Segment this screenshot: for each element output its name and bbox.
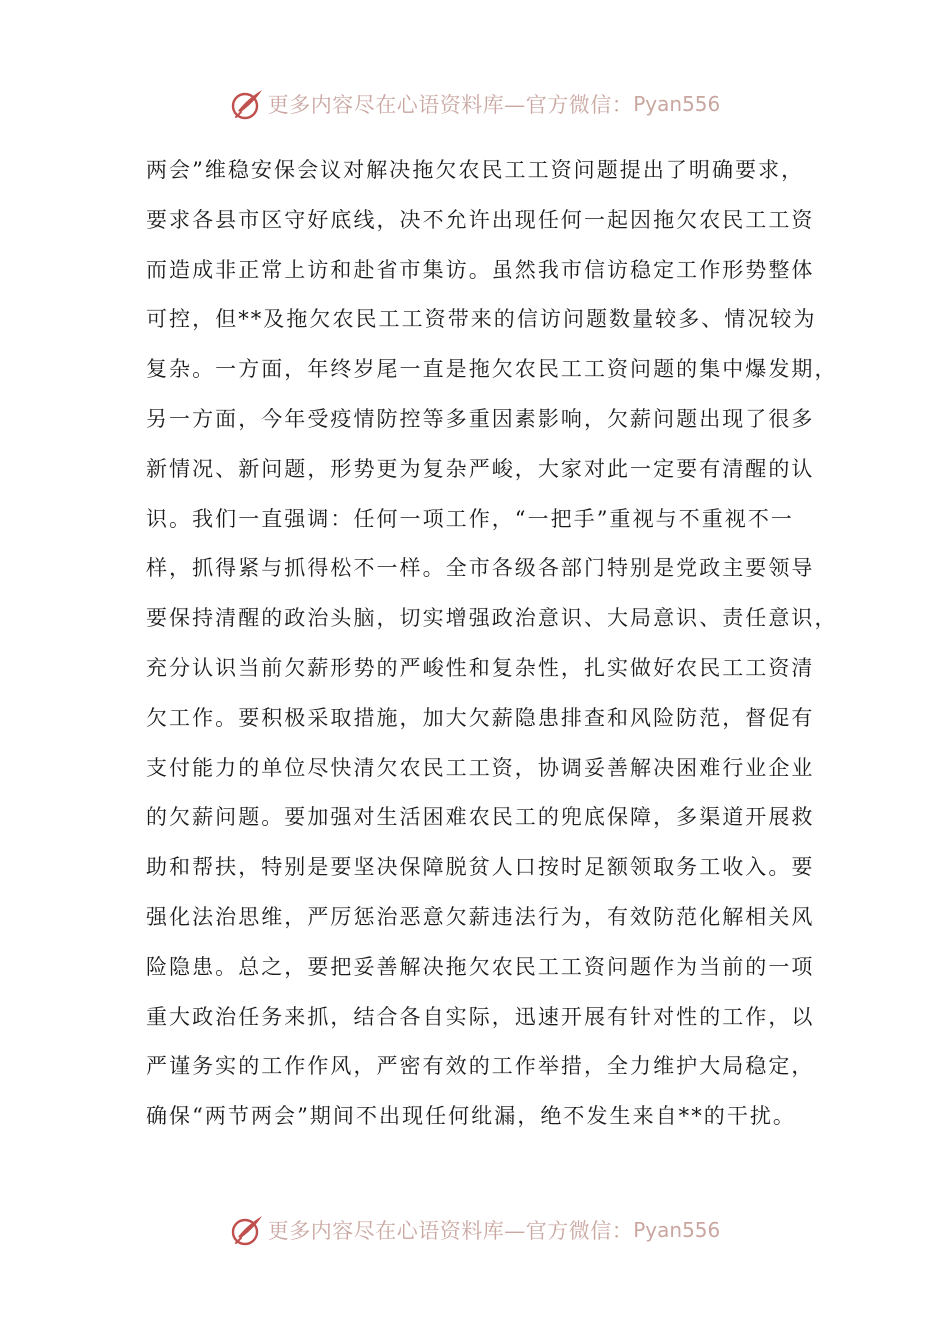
body-line: 重大政治任务来抓，结合各自实际，迅速开展有针对性的工作，以 [146,1004,815,1029]
footer-banner [0,1210,950,1250]
quill-logo-icon [230,1213,264,1247]
body-line: 充分认识当前欠薪形势的严峻性和复杂性，扎实做好农民工工资清 [146,655,815,680]
body-line: 的欠薪问题。要加强对生活困难农民工的兜底保障，多渠道开展救 [146,805,815,830]
body-line: 确保“两节两会”期间不出现任何纰漏，绝不发生来自**的干扰。 [146,1104,796,1129]
footer-banner-brand: Pyan556 [633,1218,721,1242]
body-line: 助和帮扶，特别是要坚决保障脱贫人口按时足额领取务工收入。要 [146,855,815,880]
document-body [146,146,838,1142]
body-line: 欠工作。要积极采取措施，加大欠薪隐患排查和风险防范，督促有 [146,705,815,730]
header-banner [0,84,950,124]
body-line: 强化法治思维，严厉惩治恶意欠薪违法行为，有效防范化解相关风 [146,904,815,929]
body-line: 支付能力的单位尽快清欠农民工工资，协调妥善解决困难行业企业 [146,755,815,780]
header-banner-text: 更多内容尽在心语资料库—官方微信： [267,93,634,117]
body-line: 可控，但**及拖欠农民工工资带来的信访问题数量较多、情况较为 [146,307,817,332]
body-line: 样，抓得紧与抓得松不一样。全市各级各部门特别是党政主要领导 [146,556,815,581]
body-line: 识。我们一直强调：任何一项工作，“一把手”重视与不重视不一 [146,506,794,531]
body-line: 严谨务实的工作作风，严密有效的工作举措，全力维护大局稳定， [146,1054,815,1079]
body-line: 新情况、新问题，形势更为复杂严峻，大家对此一定要有清醒的认 [146,456,815,481]
body-line: 要保持清醒的政治头脑，切实增强政治意识、大局意识、责任意识， [146,606,838,631]
header-banner-brand: Pyan556 [633,92,721,116]
body-line: 而造成非正常上访和赴省市集访。虽然我市信访稳定工作形势整体 [146,257,815,282]
body-line: 复杂。一方面，年终岁尾一直是拖欠农民工工资问题的集中爆发期， [146,357,838,382]
body-line: 另一方面，今年受疫情防控等多重因素影响，欠薪问题出现了很多 [146,406,815,431]
footer-banner-text: 更多内容尽在心语资料库—官方微信： [267,1219,634,1243]
body-line: 要求各县市区守好底线，决不允许出现任何一起因拖欠农民工工资 [146,207,815,232]
body-line: 两会”维稳安保会议对解决拖欠农民工工资问题提出了明确要求， [146,158,805,182]
body-line: 险隐患。总之，要把妥善解决拖欠农民工工资问题作为当前的一项 [146,954,815,979]
quill-logo-icon [230,87,264,121]
